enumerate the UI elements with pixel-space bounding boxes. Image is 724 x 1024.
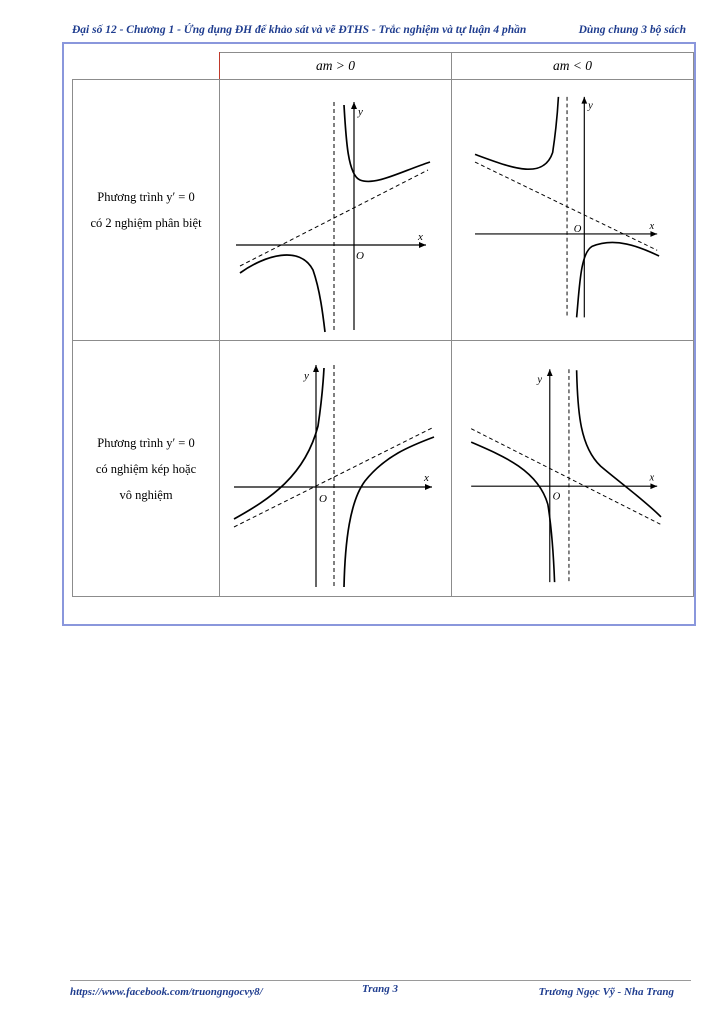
lower-branch [240,255,325,332]
table-row [73,80,694,341]
y-axis-label: y [537,374,543,386]
x-axis-label: x [418,231,423,243]
y-axis-arrow-icon [547,369,553,376]
row-label-double-root [73,341,220,597]
row-label-line: có 2 nghiệm phân biệt [90,216,202,230]
oblique-asymptote [475,162,657,250]
upper-branch [475,97,558,169]
graph-cell-two-roots-am-positive [220,80,452,341]
y-axis-arrow-icon [313,365,319,372]
lower-branch [577,242,659,317]
row-label-line: Phương trình y′ = 0 [97,435,195,450]
origin-label: O [356,250,364,262]
row-label-line: có nghiệm kép hoặc [95,461,197,476]
hyperbola-graph-two-roots-am-negative [452,80,684,340]
header-title: Đại số 12 - Chương 1 - Ứng dụng ĐH để khảo sát và vẽ ĐTHS - Trắc nghiệm và tự luận 4 phần [72,24,527,36]
oblique-asymptote [471,429,661,525]
right-branch [344,437,434,587]
row-label-line: Phương trình y′ = 0 [97,190,195,204]
graph-table [72,52,694,597]
upper-branch [344,105,430,181]
table-row [73,341,694,597]
header-series: Dùng chung 3 bộ sách [578,24,686,36]
hyperbola-graph-double-root-am-negative [452,341,684,596]
footer-divider [70,980,691,981]
y-axis-arrow-icon [581,97,587,104]
x-axis-label: x [649,221,655,233]
x-axis-label: x [424,472,429,484]
right-branch [577,370,661,517]
origin-label: O [573,224,582,236]
hyperbola-graph-two-roots-am-positive [220,80,452,340]
row-label-line: vô nghiệm [119,487,173,502]
page-number: Trang 3 [362,983,398,995]
graph-cell-two-roots-am-negative [452,80,694,341]
y-axis-label: y [358,106,363,118]
origin-label: O [552,491,561,503]
y-axis-label: y [304,370,309,382]
corner-cell [73,53,220,80]
graph-cell-double-root-am-negative [452,341,694,597]
left-branch [234,368,324,519]
x-axis-arrow-icon [425,484,432,490]
hyperbola-graph-double-root-am-positive [220,341,452,596]
x-axis-label: x [649,472,655,484]
row-label-two-roots [73,80,220,341]
origin-label: O [319,493,327,505]
column-header-am-negative: am < 0 [452,53,694,80]
table-header-row [73,53,694,80]
column-header-am-positive: am > 0 [220,53,452,80]
x-axis-arrow-icon [650,483,657,489]
graph-cell-double-root-am-positive [220,341,452,597]
y-axis-arrow-icon [351,102,357,109]
footer-author: Trương Ngọc Vỹ - Nha Trang [538,986,674,998]
footer-facebook-link[interactable]: https://www.facebook.com/truongngocvy8/ [70,986,263,998]
left-branch [471,442,554,582]
y-axis-label: y [588,100,593,112]
